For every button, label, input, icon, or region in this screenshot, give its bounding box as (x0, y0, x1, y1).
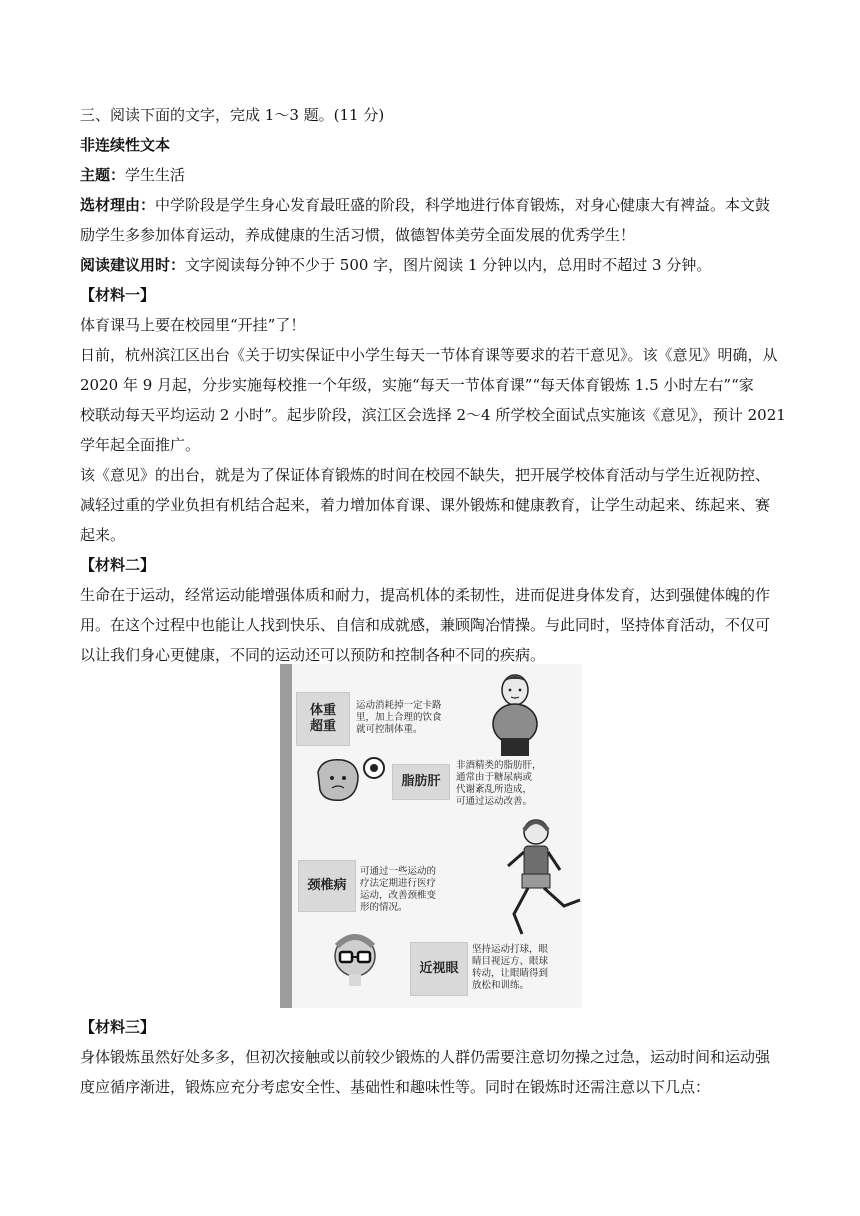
material1-p1-line: 日前，杭州滨江区出台《关于切实保证中小学生每天一节体育课等要求的若干意见》。该《意见》明确，从 (80, 346, 778, 364)
material3-title: 【材料三】 (80, 1018, 156, 1036)
material1-p2-line: 该《意见》的出台，就是为了保证体育锻炼的时间在校园不缺失，把开展学校体育活动与学生近视防控、 (80, 466, 771, 484)
material1-p1-line: 校联动每天平均运动 2 小时”。起步阶段，滨江区会选择 2～4 所学校全面试点实施该《意见》，预计 2021 (80, 406, 786, 424)
reason-label: 选材理由： (80, 196, 156, 214)
note-line: 通常由于糖尿病或 (456, 772, 533, 783)
label-line: 体重 (309, 703, 336, 718)
note-line: 里，加上合理的饮食 (356, 712, 442, 723)
note-line: 可通过一些运动的 (360, 866, 437, 877)
reason-text-1: 中学阶段是学生身心发育最旺盛的阶段，科学地进行体育锻炼，对身心健康大有裨益。本文鼓 (155, 196, 771, 214)
note-line: 转动，让眼睛得到 (472, 968, 549, 979)
section-heading: 三、阅读下面的文字，完成 1～3 题。(11 分) (80, 106, 385, 124)
time-line (80, 250, 782, 280)
label-line: 近视眼 (419, 961, 459, 976)
note-line: 放松和训练。 (472, 980, 530, 991)
material1-p1-line: 2020 年 9 月起，分步实施每校推一个年级，实施“每天一节体育课”“每天体育锻炼 1.5 小时左右”“家 (80, 376, 754, 394)
note-line: 就可控制体重。 (356, 724, 423, 735)
material1-p2-line: 起来。 (80, 526, 126, 544)
material1-headline: 体育课马上要在校园里“开挂”了！ (80, 316, 306, 334)
note-line: 代谢紊乱所造成， (456, 784, 533, 795)
note-line: 坚持运动打球，眼 (472, 944, 549, 955)
material1-title: 【材料一】 (80, 286, 156, 304)
glasses-person-icon (328, 930, 382, 988)
note-overweight (356, 700, 466, 736)
material3-section (80, 1012, 782, 1102)
document-body (80, 100, 786, 670)
time-value: 文字阅读每分钟不少于 500 字，图片阅读 1 分钟以内，总用时不超过 3 分钟。 (185, 256, 712, 274)
note-line: 运动消耗掉一定卡路 (356, 700, 442, 711)
note-line: 睛目视远方、眼球 (472, 956, 549, 967)
infographic-side-bar (280, 664, 292, 1008)
material2-title: 【材料二】 (80, 556, 156, 574)
note-cervical (360, 866, 470, 914)
text-type: 非连续性文本 (80, 136, 171, 154)
material1-p2-line: 减轻过重的学业负担有机结合起来，着力增加体育课、课外锻炼和健康教育，让学生动起来、练起来、赛 (80, 496, 771, 514)
material3-p1-line: 度应循序渐进，锻炼应充分考虑安全性、基础性和趣味性等。同时在锻炼时还需注意以下几点： (80, 1078, 711, 1096)
material3-p1-line: 身体锻炼虽然好处多多，但初次接触或以前较少锻炼的人群仍需要注意切勿操之过急，运动时间和运动强 (80, 1048, 771, 1066)
theme-label: 主题： (80, 166, 126, 184)
time-label: 阅读建议用时： (80, 256, 186, 274)
theme-line (80, 160, 782, 190)
label-box-myopia (410, 942, 468, 996)
note-myopia (472, 944, 582, 992)
health-infographic (280, 664, 582, 1008)
label-box-overweight (296, 692, 350, 746)
note-line: 运动，改善颈椎变 (360, 890, 437, 901)
label-box-cervical (298, 860, 356, 912)
note-line: 形的情况。 (360, 902, 408, 913)
material2-p1-line: 以让我们身心更健康，不同的运动还可以预防和控制各种不同的疾病。 (80, 646, 546, 664)
note-line: 非酒精类的脂肪肝， (456, 760, 542, 771)
material2-p1-line: 用。在这个过程中也能让人找到快乐、自信和成就感，兼顾陶冶情操。与此同时，坚持体育活动，不仅可 (80, 616, 771, 634)
material2-p1-line: 生命在于运动，经常运动能增强体质和耐力，提高机体的柔韧性，进而促进身体发育，达到强健体魄的作 (80, 586, 771, 604)
label-box-fatty-liver (392, 764, 450, 800)
material1-p1-line: 学年起全面推广。 (80, 436, 201, 454)
overweight-person-icon (485, 668, 545, 760)
note-fatty-liver (456, 760, 566, 808)
note-line: 可通过运动改善。 (456, 796, 533, 807)
liver-icon (312, 752, 386, 808)
reason-line-1 (80, 190, 782, 220)
label-line: 脂肪肝 (401, 774, 441, 789)
theme-value: 学生生活 (125, 166, 186, 184)
runner-icon (492, 814, 582, 942)
note-line: 疗法定期进行医疗 (360, 878, 437, 889)
reason-line-2: 励学生多参加体育运动，养成健康的生活习惯，做德智体美劳全面发展的优秀学生！ (80, 226, 636, 244)
label-line: 超重 (309, 719, 336, 734)
label-line: 颈椎病 (307, 878, 347, 893)
